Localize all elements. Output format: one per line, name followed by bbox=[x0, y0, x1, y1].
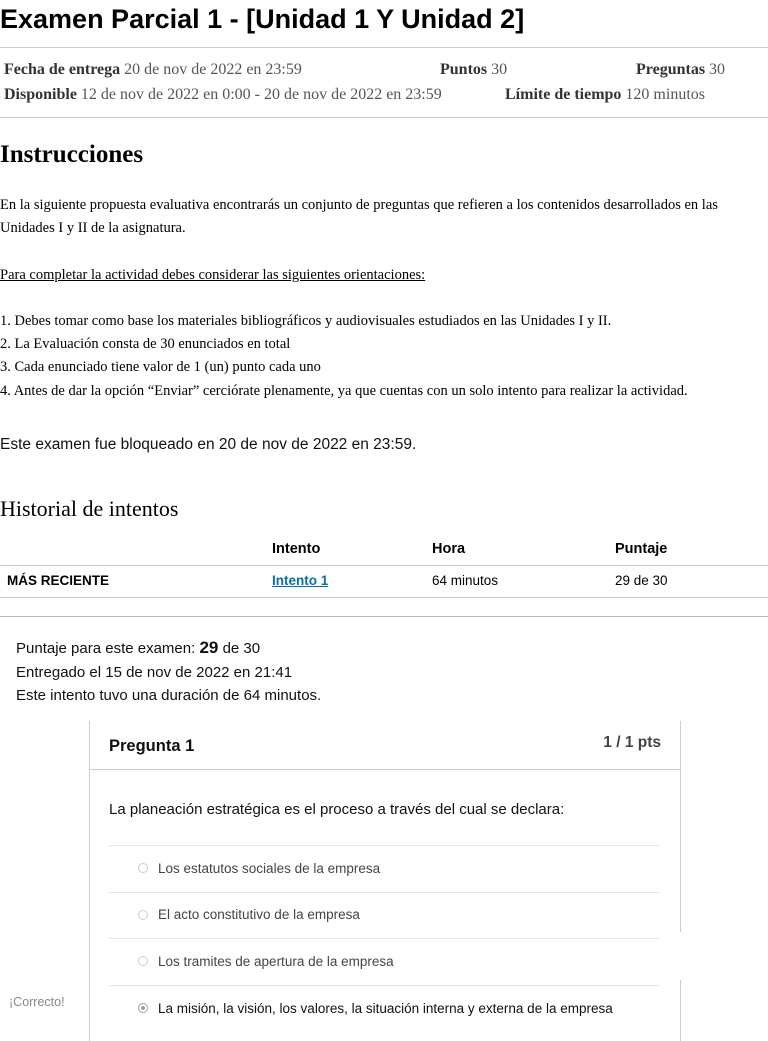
due-value: 20 de nov de 2022 en 23:59 bbox=[124, 61, 302, 78]
option-divider bbox=[109, 845, 660, 846]
duration-info: Este intento tuvo una duración de 64 minutos. bbox=[16, 687, 322, 704]
card-edge-gap bbox=[679, 932, 768, 980]
available-value: 12 de nov de 2022 en 0:00 - 20 de nov de 2022 en 23:59 bbox=[80, 86, 442, 103]
column-header-time: Hora bbox=[432, 541, 466, 557]
table-divider bbox=[0, 597, 768, 598]
question-text: La planeación estratégica es el proceso a través del cual se declara: bbox=[109, 801, 565, 818]
instruction-item: 4. Antes de dar la opción “Enviar” cerciórate plenamente, ya que cuentas con un solo intento para realizar la actividad. bbox=[0, 383, 688, 399]
questions-value: 30 bbox=[709, 61, 726, 78]
column-header-score: Puntaje bbox=[615, 541, 668, 557]
instruction-item: 3. Cada enunciado tiene valor de 1 (un) punto cada uno bbox=[0, 359, 321, 375]
page-title: Examen Parcial 1 - [Unidad 1 Y Unidad 2] bbox=[0, 4, 525, 34]
locked-message: Este examen fue bloqueado en 20 de nov de 2022 en 23:59. bbox=[0, 436, 417, 453]
radio-button[interactable] bbox=[138, 863, 148, 873]
option-divider bbox=[109, 938, 660, 939]
table-row bbox=[272, 573, 328, 588]
time-limit bbox=[505, 86, 705, 104]
history-heading: Historial de intentos bbox=[0, 496, 179, 521]
submitted-info: Entregado el 15 de nov de 2022 en 21:41 bbox=[16, 664, 293, 681]
row-time: 64 minutos bbox=[432, 573, 499, 588]
points bbox=[440, 61, 507, 79]
due-date bbox=[4, 61, 302, 79]
points-value: 30 bbox=[491, 61, 508, 78]
column-header-attempt: Intento bbox=[272, 541, 321, 557]
divider bbox=[0, 47, 768, 48]
points-label: Puntos bbox=[440, 61, 488, 78]
score-label: Puntaje para este examen: bbox=[16, 640, 196, 657]
radio-button[interactable] bbox=[138, 910, 148, 920]
time-limit-label: Límite de tiempo bbox=[505, 86, 622, 103]
row-label: MÁS RECIENTE bbox=[7, 573, 110, 588]
available bbox=[4, 86, 442, 104]
question-card bbox=[89, 721, 681, 1041]
answer-option-correct: La misión, la visión, los valores, la situación interna y externa de la empresa bbox=[158, 1001, 613, 1016]
score-value: 29 bbox=[199, 638, 219, 657]
answer-option: Los estatutos sociales de la empresa bbox=[158, 861, 381, 876]
due-label: Fecha de entrega bbox=[4, 61, 121, 78]
available-label: Disponible bbox=[4, 86, 77, 103]
divider bbox=[0, 117, 768, 118]
questions bbox=[636, 61, 725, 79]
answer-option: Los tramites de apertura de la empresa bbox=[158, 954, 394, 969]
instruction-item: 2. La Evaluación consta de 30 enunciados en total bbox=[0, 336, 291, 352]
questions-label: Preguntas bbox=[636, 61, 706, 78]
question-points: 1 / 1 pts bbox=[603, 734, 661, 751]
orientation-heading: Para completar la actividad debes considerar las siguientes orientaciones: bbox=[0, 267, 426, 283]
correct-label: ¡Correcto! bbox=[9, 995, 65, 1009]
option-divider bbox=[109, 985, 660, 986]
answer-option: El acto constitutivo de la empresa bbox=[158, 907, 360, 922]
radio-button[interactable] bbox=[138, 956, 148, 966]
time-limit-value: 120 minutos bbox=[625, 86, 705, 103]
option-divider bbox=[109, 892, 660, 893]
score-summary bbox=[16, 638, 260, 658]
row-score: 29 de 30 bbox=[615, 573, 668, 588]
section-divider bbox=[0, 616, 768, 617]
question-header bbox=[90, 721, 680, 770]
table-divider bbox=[0, 565, 768, 566]
attempt-link[interactable]: Intento 1 bbox=[272, 573, 329, 588]
instructions-heading: Instrucciones bbox=[0, 141, 144, 168]
intro-line-2: Unidades I y II de la asignatura. bbox=[0, 220, 186, 236]
score-total: de 30 bbox=[222, 640, 261, 657]
intro-line-1: En la siguiente propuesta evaluativa encontrarás un conjunto de preguntas que refieren a los contenidos desarrollados en las bbox=[0, 197, 718, 213]
instruction-item: 1. Debes tomar como base los materiales bibliográficos y audiovisuales estudiados en las Unidades I y II. bbox=[0, 313, 612, 329]
question-title: Pregunta 1 bbox=[109, 737, 195, 755]
radio-button-selected[interactable] bbox=[138, 1003, 148, 1013]
